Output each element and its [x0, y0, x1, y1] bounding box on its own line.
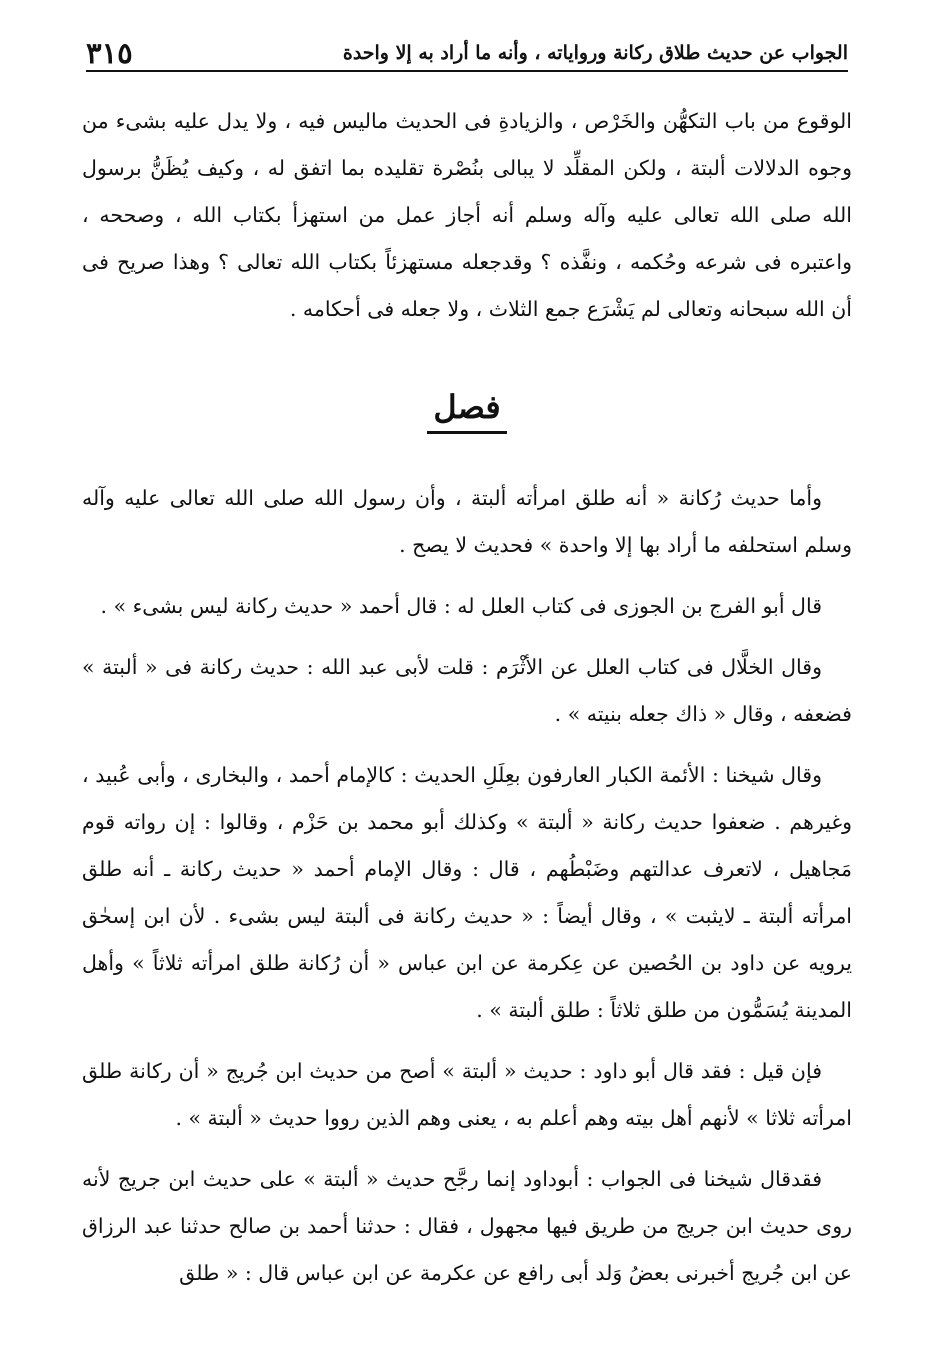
page-header	[86, 28, 848, 72]
section-heading	[82, 383, 852, 433]
paragraph-1: الوقوع من باب التكهُّن والخَرْص ، والزيادةِ فى الحديث ماليس فيه ، ولا يدل عليه بشىء من وجوه الدلالات ألبتة ، ولكن المقلِّد لا يبالى بنُصْرة تقليده بما اتفق له ، وكيف يُظَنُّ برسول الله صلى الله تعالى عليه وآله وسلم أنه أجاز عمل من استهزأ بكتاب الله ، وصححه ، واعتبره فى شرعه وحُكمه ، ونفَّذه ؟ وقدجعله مستهزئاً بكتاب الله تعالى ؟ وهذا صريح فى أن الله سبحانه وتعالى لم يَشْرَع جمع الثلاث ، ولا جعله فى أحكامه .	[82, 109, 852, 321]
page-body	[82, 98, 852, 1311]
paragraph-2: وأما حديث رُكانة « أنه طلق امرأته ألبتة ، وأن رسول الله صلى الله تعالى عليه وآله وسلم استحلفه ما أراد بها إلا واحدة » فحديث لا يصح .	[82, 486, 852, 557]
section-heading-text: فصل	[427, 383, 506, 434]
paragraph-3: قال أبو الفرج بن الجوزى فى كتاب العلل له : قال أحمد « حديث ركانة ليس بشىء » .	[100, 594, 822, 618]
running-title: الجواب عن حديث طلاق ركانة ورواياته ، وأنه ما أراد به إلا واحدة	[342, 42, 848, 64]
paragraph-6: فإن قيل : فقد قال أبو داود : حديث « ألبتة » أصح من حديث ابن جُريج « أن ركانة طلق امرأته ثلاثا » لأنهم أهل بيته وهم أعلم به ، يعنى وهم الذين رووا حديث « ألبتة » .	[82, 1059, 852, 1130]
paragraph-5: وقال شيخنا : الأئمة الكبار العارفون بعِلَلِ الحديث : كالإمام أحمد ، والبخارى ، وأبى عُبيد ، وغيرهم . ضعفوا حديث ركانة « ألبتة » وكذلك أبو محمد بن حَزْم ، وقالوا : إن رواته قوم مَجاهيل ، لاتعرف عدالتهم وضَبْطُهم ، قال : وقال الإمام أحمد « حديث ركانة ـ أنه طلق امرأته ألبتة ـ لايثبت » ، وقال أيضاً : « حديث ركانة فى ألبتة ليس بشىء . لأن ابن إسحٰق يرويه عن داود بن الحُصين عن عِكرمة عن ابن عباس « أن رُكانة طلق امرأته ثلاثاً » وأهل المدينة يُسَمُّون من طلق ثلاثاً : طلق ألبتة » .	[82, 763, 852, 1022]
paragraph-4: وقال الخلَّال فى كتاب العلل عن الأثْرَم : قلت لأبى عبد الله : حديث ركانة فى « ألبتة » فضعفه ، وقال « ذاك جعله بنيته » .	[82, 655, 852, 726]
page-number: ٣١٥	[86, 36, 133, 70]
paragraph-7: فقدقال شيخنا فى الجواب : أبوداود إنما رجَّح حديث « ألبتة » على حديث ابن جريج لأنه روى حديث ابن جريج من طريق فيها مجهول ، فقال : حدثنا أحمد بن صالح حدثنا عبد الرزاق عن ابن جُريج أخبرنى بعضُ وَلد أبى رافع عن عكرمة عن ابن عباس قال : « طلق	[82, 1167, 852, 1285]
